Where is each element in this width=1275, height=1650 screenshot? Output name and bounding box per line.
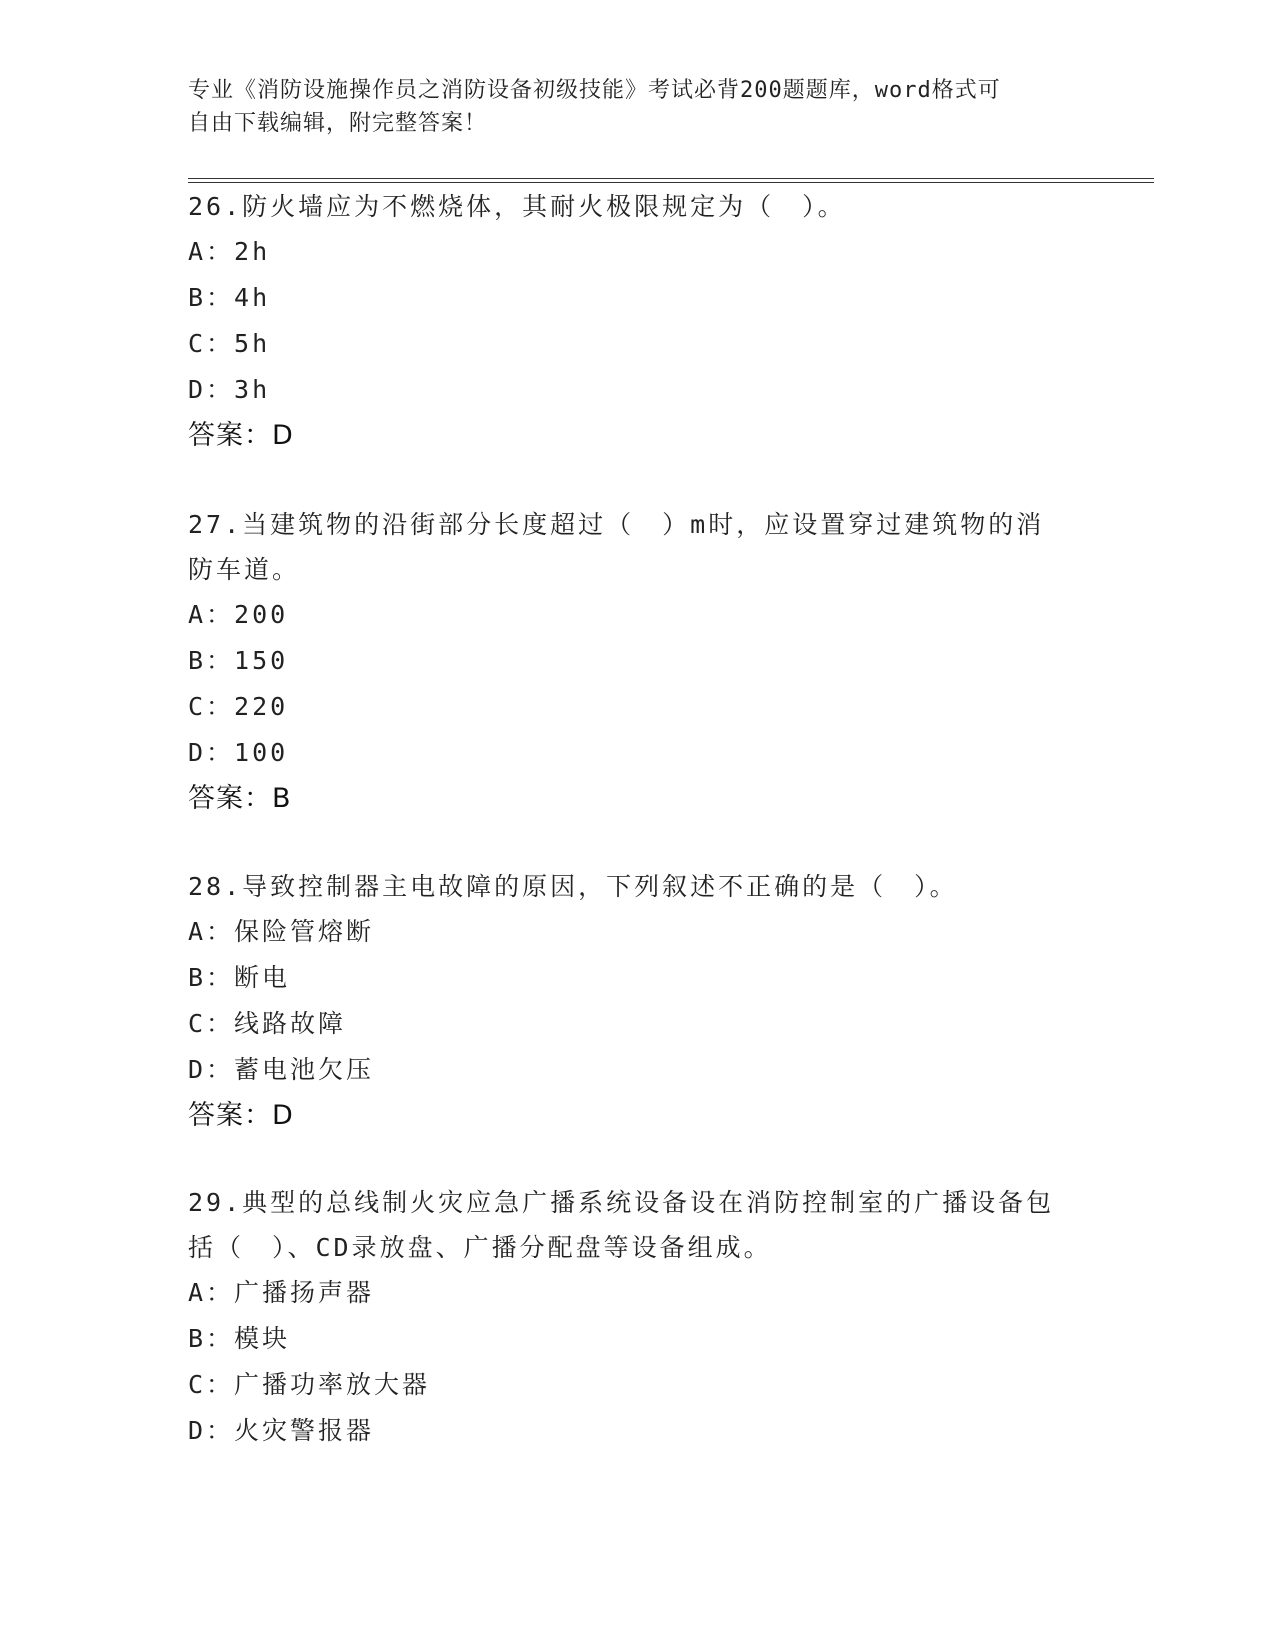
question-stem: 29.典型的总线制火灾应急广播系统设备设在消防控制室的广播设备包括（ ）、CD录放盘、广播分配盘等设备组成。 [188,1188,1055,1262]
question-stem: 27.当建筑物的沿街部分长度超过（ ）m时，应设置穿过建筑物的消防车道。 [188,510,1045,584]
question-stem: 28.导致控制器主电故障的原因，下列叙述不正确的是（ ）。 [188,872,958,901]
option-c: C：广播功率放大器 [188,1370,431,1399]
answer: 答案：B [188,783,292,814]
question-27 [188,502,1068,822]
option-d: D：3h [188,375,271,404]
option-b: B：断电 [188,963,291,992]
option-b: B：4h [188,283,271,312]
question-29 [188,1180,1068,1454]
option-c: C：220 [188,692,289,721]
option-a: A：2h [188,237,271,266]
header-line-2: 自由下载编辑，附完整答案！ [188,111,488,136]
question-stem: 26.防火墙应为不燃烧体，其耐火极限规定为（ ）。 [188,192,846,221]
option-a: A：200 [188,600,289,629]
option-a: A：广播扬声器 [188,1278,375,1307]
option-c: C：5h [188,329,271,358]
option-d: D：蓄电池欠压 [188,1055,375,1084]
header-divider-top [188,178,1154,179]
header-divider-bottom [188,182,1154,183]
option-b: B：150 [188,646,289,675]
option-c: C：线路故障 [188,1009,347,1038]
answer: 答案：D [188,1100,294,1131]
answer: 答案：D [188,420,294,451]
option-b: B：模块 [188,1324,291,1353]
header-line-1: 专业《消防设施操作员之消防设备初级技能》考试必背200题题库，word格式可 [188,78,1001,103]
question-26 [188,184,1068,459]
document-header [188,74,1068,140]
option-a: A：保险管熔断 [188,917,375,946]
question-28 [188,864,1068,1139]
option-d: D：火灾警报器 [188,1416,375,1445]
option-d: D：100 [188,738,289,767]
